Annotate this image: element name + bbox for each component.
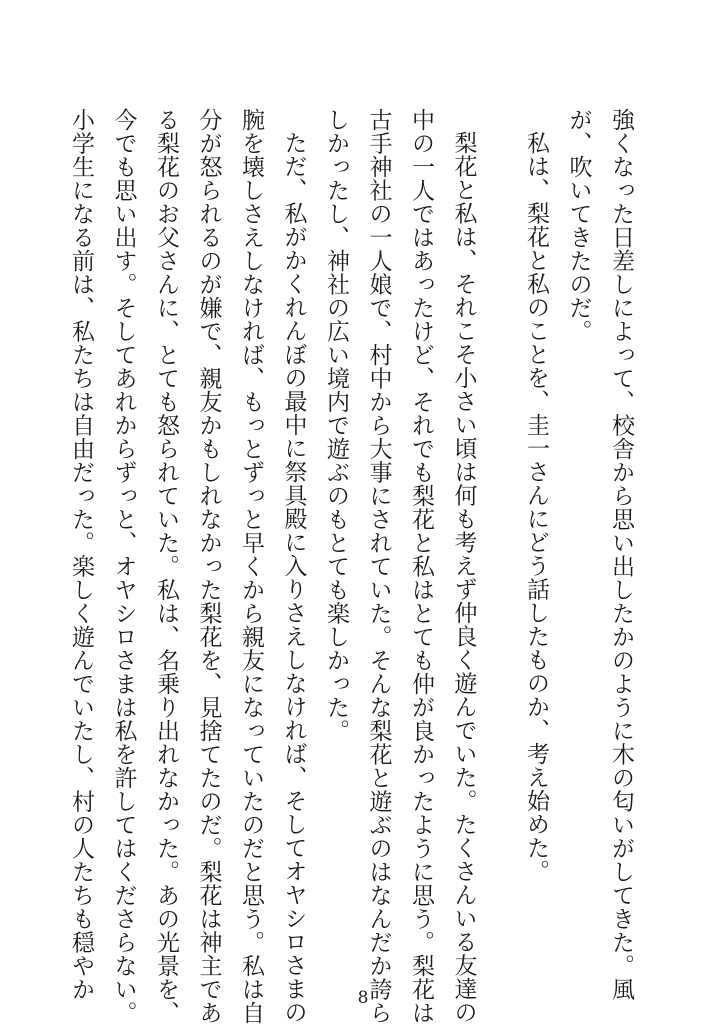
text-line: 小学生になる前は、私たちは自由だった。楽しく遊んでいたし、村の人たちも穏やか [68,108,94,1001]
text-line: 強くなった日差しによって、校舎から思い出したかのように木の匂いがしてきた。風 [608,108,634,1001]
text-line: ただ、私がかくれんぼの最中に祭具殿に入りさえしなければ、そしてオヤシロさまの [280,131,307,1024]
text-line: 腕を壊しさえしなければ、もっとずっと早くから親友になっていたのだと思う。私は自 [238,108,264,1025]
text-line: しかったし、神社の広い境内で遊ぶのもとても楽しかった。 [323,108,349,743]
text-line: る梨花のお父さんに、とても怒られていた。私は、名乗り出れなかった。あの光景を、 [153,108,179,1025]
text-line: 分が怒られるのが嫌で、親友かもしれなかった梨花を、見捨てたのだ。梨花は神主であ [195,108,222,1025]
text-line: 今でも思い出す。そしてあれからずっと、オヤシロさまは私を許してはくださらない。 [110,108,137,1025]
text-line: が、吹いてきたのだ。 [565,108,592,343]
page-number: 8 [357,988,369,1008]
text-line: 私は、梨花と私のことを、圭一さんにどう話したものか、考え始めた。 [523,131,549,883]
text-line: 中の一人ではあったけど、それでも梨花と私はとても仲が良かったように思う。梨花は [408,108,434,1025]
text-line: 梨花と私は、それこそ小さい頃は何も考えず仲良く遊んでいた。たくさんいる友達の [450,131,477,1024]
text-line: 古手神社の一人娘で、村中から大事にされていた。そんな梨花と遊ぶのはなんだか誇ら [365,108,392,1025]
vertical-text-block [60,108,643,1025]
